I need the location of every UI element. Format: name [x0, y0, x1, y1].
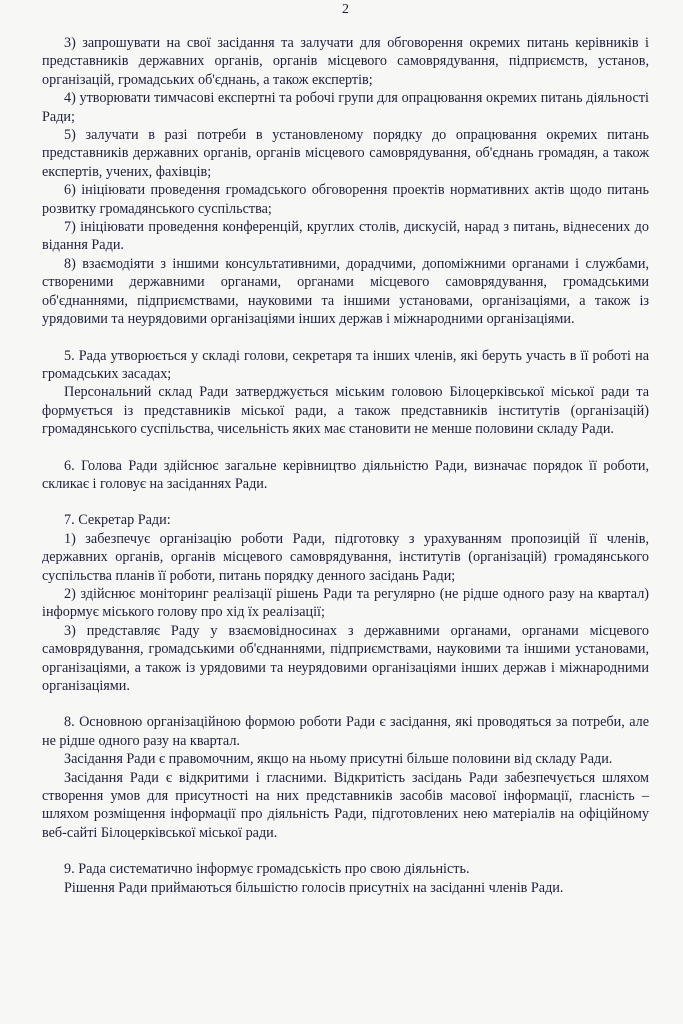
- paragraph: 4) утворювати тимчасові експертні та робочі групи для опрацювання окремих питань діяльності Ради;: [42, 90, 649, 125]
- paragraph: 8. Основною організаційною формою роботи Ради є засідання, які проводяться за потреби, але не рідше одного разу на квартал.: [42, 714, 649, 749]
- paragraph: 5. Рада утворюється у складі голови, секретаря та інших членів, які беруть участь в її роботі на громадських засадах;: [42, 347, 649, 382]
- paragraph: 8) взаємодіяти з іншими консультативними, дорадчими, допоміжними органами і службами, створеними державними органами, органами місцевого самоврядування, громадськими об'єднаннями, підприємствами, науковими та іншими установами, організаціями, а також із урядовими та неурядовими організаціями інших держав і міжнародними організаціями.: [42, 255, 649, 328]
- paragraph: 2) здійснює моніторинг реалізації рішень Ради та регулярно (не рідше одного разу на квартал) інформує міського голову про хід їх реалізації;: [42, 585, 649, 621]
- paragraph: 7. Секретар Ради:: [64, 512, 171, 529]
- paragraph: Засідання Ради є правомочним, якщо на ньому присутні більше половини від складу Ради.: [64, 751, 613, 768]
- paragraph: 6) ініціювати проведення громадського обговорення проектів нормативних актів щодо питань розвитку громадянського суспільства;: [42, 182, 649, 217]
- paragraph: 3) запрошувати на свої засідання та залучати для обговорення окремих питань керівників і представників державних органів, органів місцевого самоврядування, підприємств, установ, організацій, громадських об'єднань, а також експертів;: [42, 35, 649, 88]
- paragraph: 1) забезпечує організацію роботи Ради, підготовку з урахуванням пропозицій її членів, державних органів, органів місцевого самоврядування, інститутів (організацій) громадянського суспільства планів її роботи, питань порядку денного засідань Ради;: [42, 530, 649, 584]
- paragraph: Персональний склад Ради затверджується міським головою Білоцерківської міської ради та формується із представників міської ради, а також представників інститутів (організацій) громадянського суспільства, чисельність яких має становити не менше половини складу Ради.: [42, 384, 649, 438]
- paragraph: 3) представляє Раду у взаємовідносинах з державними органами, органами місцевого самоврядування, громадськими об'єднаннями, підприємствами, науковими та іншими установами, організаціями, а також із урядовими та неурядовими організаціями інших держав і міжнародними організаціями.: [42, 622, 649, 694]
- paragraph: 9. Рада систематично інформує громадськість про свою діяльність.: [64, 861, 470, 878]
- paragraph: Засідання Ради є відкритими і гласними. Відкритість засідань Ради забезпечується шляхом створення умов для присутності на них представників засобів масової інформації, гласність – шляхом розміщення інформації про діяльність Ради, підготовлених нею матеріалів на офіційному веб-сайті Білоцерківської міської ради.: [42, 769, 649, 841]
- paragraph: Рішення Ради приймаються більшістю голосів присутніх на засіданні членів Ради.: [64, 879, 564, 896]
- paragraph: 7) ініціювати проведення конференцій, круглих столів, дискусій, нарад з питань, віднесених до відання Ради.: [42, 219, 649, 254]
- paragraph: 6. Голова Ради здійснює загальне керівництво діяльністю Ради, визначає порядок її роботи, скликає і головує на засіданнях Ради.: [42, 457, 649, 492]
- paragraph: 5) залучати в разі потреби в установленому порядку до опрацювання окремих питань представників державних органів, органів місцевого самоврядування, об'єднань громадян, а також експертів, учених, фахівців;: [42, 127, 649, 180]
- page-number: 2: [342, 2, 349, 17]
- document-body: [42, 34, 649, 897]
